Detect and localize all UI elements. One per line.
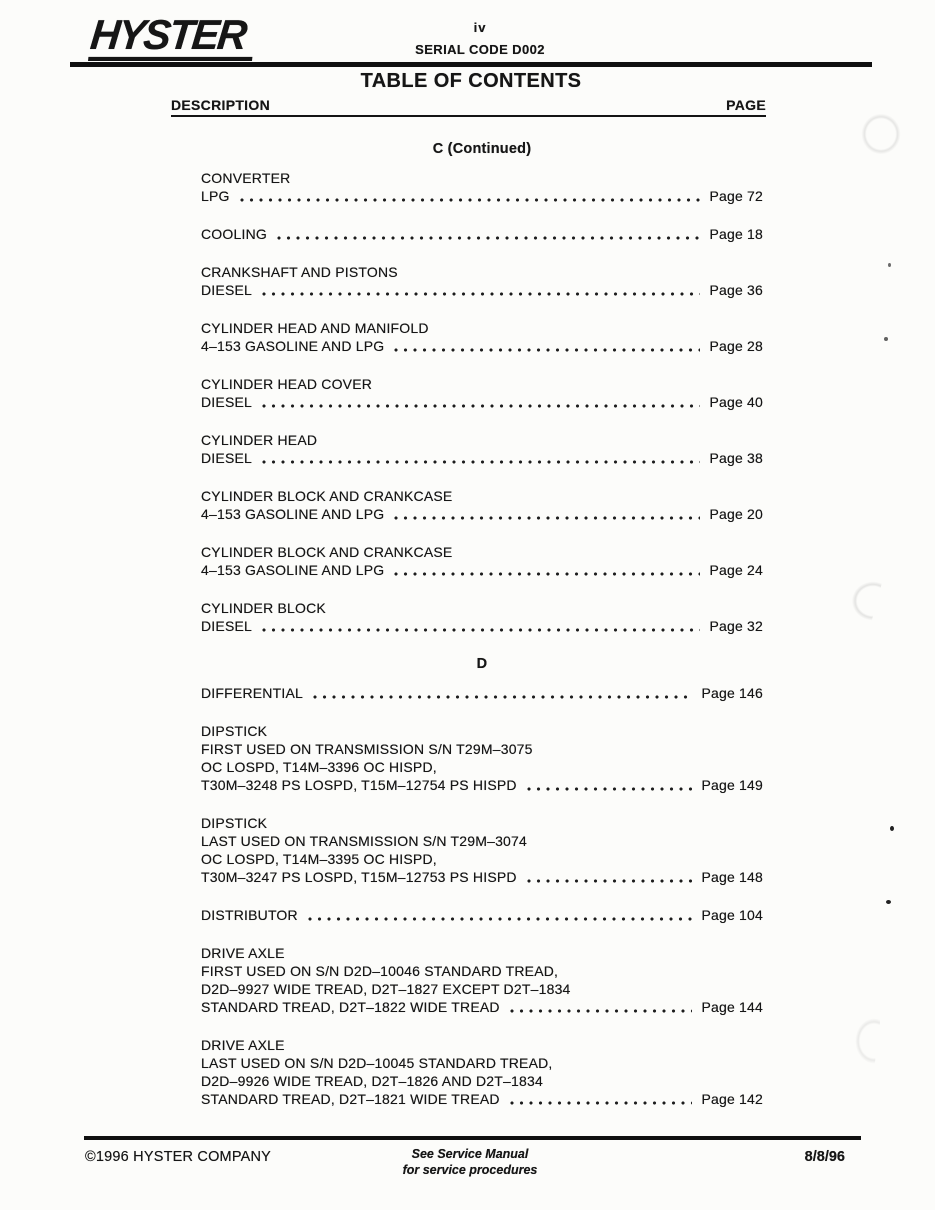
- entry-leader-row: [201, 1090, 763, 1108]
- entry-leader-row: [201, 561, 763, 579]
- footer-note: [320, 1146, 620, 1178]
- entry-page: Page 142: [701, 1091, 763, 1107]
- hyster-logo: HYSTER: [88, 13, 257, 61]
- toc-section: [201, 655, 763, 1108]
- entry-page: Page 104: [701, 907, 763, 923]
- entry-page: Page 32: [709, 618, 763, 634]
- entry-leader-row: [201, 449, 763, 467]
- toc: [201, 140, 763, 1128]
- toc-entry: [201, 814, 763, 886]
- entry-page: Page 28: [709, 338, 763, 354]
- entry-last-line: T30M–3247 PS LOSPD, T15M–12753 PS HISPD: [201, 869, 517, 885]
- entry-line: OC LOSPD, T14M–3395 OC HISPD,: [201, 851, 437, 867]
- entry-page: Page 144: [701, 999, 763, 1015]
- entry-leader-row: [201, 337, 763, 355]
- entry-page: Page 146: [701, 685, 763, 701]
- page-folio: iv: [473, 20, 487, 35]
- entry-leader-row: [201, 998, 763, 1016]
- entry-leader-row: [201, 906, 763, 924]
- entry-last-line: DIESEL: [201, 282, 252, 298]
- scan-speck: [884, 337, 888, 341]
- entry-line: CONVERTER: [201, 170, 291, 186]
- entry-last-line: DIESEL: [201, 450, 252, 466]
- toc-entry: [201, 944, 763, 1016]
- entry-leader-row: [201, 505, 763, 523]
- dot-leader: [394, 572, 700, 576]
- toc-entry: [201, 599, 763, 635]
- entry-leader-row: [201, 776, 763, 794]
- entry-leader-row: [201, 225, 763, 243]
- entry-leader-row: [201, 684, 763, 702]
- entry-line: FIRST USED ON TRANSMISSION S/N T29M–3075: [201, 741, 533, 757]
- toc-section: [201, 140, 763, 635]
- dot-leader: [262, 460, 700, 464]
- entry-page: Page 149: [701, 777, 763, 793]
- entry-page: Page 38: [709, 450, 763, 466]
- header-rule: [70, 62, 872, 67]
- entry-last-line: DIESEL: [201, 618, 252, 634]
- entry-page: Page 40: [709, 394, 763, 410]
- toc-entry: [201, 431, 763, 467]
- column-headers: [171, 97, 766, 117]
- entry-line: CYLINDER HEAD: [201, 432, 318, 448]
- dot-leader: [394, 348, 700, 352]
- entry-line: FIRST USED ON S/N D2D–10046 STANDARD TREAD,: [201, 963, 559, 979]
- entry-last-line: DIESEL: [201, 394, 252, 410]
- entry-leader-row: [201, 868, 763, 886]
- dot-leader: [527, 787, 693, 791]
- entry-leader-row: [201, 393, 763, 411]
- dot-leader: [394, 516, 700, 520]
- column-header-description: DESCRIPTION: [171, 97, 270, 113]
- scan-smudge: [850, 1012, 898, 1070]
- entry-last-line: LPG: [201, 188, 230, 204]
- entry-line: DIPSTICK: [201, 723, 268, 739]
- toc-entry: [201, 169, 763, 205]
- toc-entry: [201, 487, 763, 523]
- toc-entry: [201, 543, 763, 579]
- entry-line: DRIVE AXLE: [201, 945, 285, 961]
- entry-last-line: DISTRIBUTOR: [201, 907, 298, 923]
- dot-leader: [262, 292, 700, 296]
- entry-line: DRIVE AXLE: [201, 1037, 285, 1053]
- column-header-page: PAGE: [726, 97, 766, 113]
- page-title: TABLE OF CONTENTS: [360, 70, 582, 92]
- entry-line: LAST USED ON TRANSMISSION S/N T29M–3074: [201, 833, 528, 849]
- footer-note-line2: for service procedures: [402, 1163, 538, 1177]
- toc-entry: [201, 684, 763, 702]
- entry-last-line: T30M–3248 PS LOSPD, T15M–12754 PS HISPD: [201, 777, 517, 793]
- entry-leader-row: [201, 187, 763, 205]
- toc-entry: [201, 1036, 763, 1108]
- scan-smudge: [856, 108, 906, 160]
- dot-leader: [527, 879, 693, 883]
- entry-line: D2D–9926 WIDE TREAD, D2T–1826 AND D2T–1834: [201, 1073, 543, 1089]
- toc-entry: [201, 319, 763, 355]
- entry-page: Page 24: [709, 562, 763, 578]
- scan-speck: [890, 826, 894, 831]
- serial-code: SERIAL CODE D002: [415, 42, 545, 57]
- header-center: [320, 20, 640, 57]
- section-entries: [201, 169, 763, 635]
- entry-line: DIPSTICK: [201, 815, 268, 831]
- entry-page: Page 148: [701, 869, 763, 885]
- entry-line: CYLINDER BLOCK: [201, 600, 326, 616]
- dot-leader: [308, 917, 693, 921]
- scan-speck: [886, 900, 891, 904]
- footer-copyright: ©1996 HYSTER COMPANY: [85, 1149, 272, 1165]
- dot-leader: [262, 628, 700, 632]
- dot-leader: [262, 404, 700, 408]
- section-heading: C (Continued): [432, 141, 532, 157]
- toc-entry: [201, 375, 763, 411]
- footer-note-line1: See Service Manual: [411, 1147, 529, 1161]
- entry-last-line: COOLING: [201, 226, 267, 242]
- dot-leader: [313, 695, 692, 699]
- section-heading: D: [476, 656, 488, 672]
- entry-last-line: 4–153 GASOLINE AND LPG: [201, 562, 385, 578]
- entry-last-line: STANDARD TREAD, D2T–1821 WIDE TREAD: [201, 1091, 500, 1107]
- scan-smudge: [846, 576, 900, 626]
- toc-entry: [201, 225, 763, 243]
- entry-line: D2D–9927 WIDE TREAD, D2T–1827 EXCEPT D2T–1834: [201, 981, 571, 997]
- entry-line: CYLINDER HEAD AND MANIFOLD: [201, 320, 429, 336]
- entry-line: OC LOSPD, T14M–3396 OC HISPD,: [201, 759, 437, 775]
- entry-line: CYLINDER BLOCK AND CRANKCASE: [201, 544, 453, 560]
- entry-last-line: 4–153 GASOLINE AND LPG: [201, 506, 385, 522]
- entry-last-line: STANDARD TREAD, D2T–1822 WIDE TREAD: [201, 999, 500, 1015]
- entry-leader-row: [201, 617, 763, 635]
- entry-last-line: DIFFERENTIAL: [201, 685, 303, 701]
- toc-entry: [201, 263, 763, 299]
- entry-line: CYLINDER BLOCK AND CRANKCASE: [201, 488, 453, 504]
- section-entries: [201, 684, 763, 1108]
- entry-leader-row: [201, 281, 763, 299]
- entry-page: Page 36: [709, 282, 763, 298]
- dot-leader: [240, 198, 701, 202]
- entry-line: CYLINDER HEAD COVER: [201, 376, 373, 392]
- entry-page: Page 20: [709, 506, 763, 522]
- entry-page: Page 72: [709, 188, 763, 204]
- dot-leader: [510, 1101, 693, 1105]
- toc-entry: [201, 906, 763, 924]
- dot-leader: [277, 236, 700, 240]
- scan-speck: [888, 263, 891, 267]
- entry-line: CRANKSHAFT AND PISTONS: [201, 264, 398, 280]
- footer-rule: [84, 1136, 861, 1140]
- entry-last-line: 4–153 GASOLINE AND LPG: [201, 338, 385, 354]
- dot-leader: [510, 1009, 693, 1013]
- footer-date: 8/8/96: [804, 1149, 845, 1165]
- toc-entry: [201, 722, 763, 794]
- entry-page: Page 18: [709, 226, 763, 242]
- entry-line: LAST USED ON S/N D2D–10045 STANDARD TREAD,: [201, 1055, 553, 1071]
